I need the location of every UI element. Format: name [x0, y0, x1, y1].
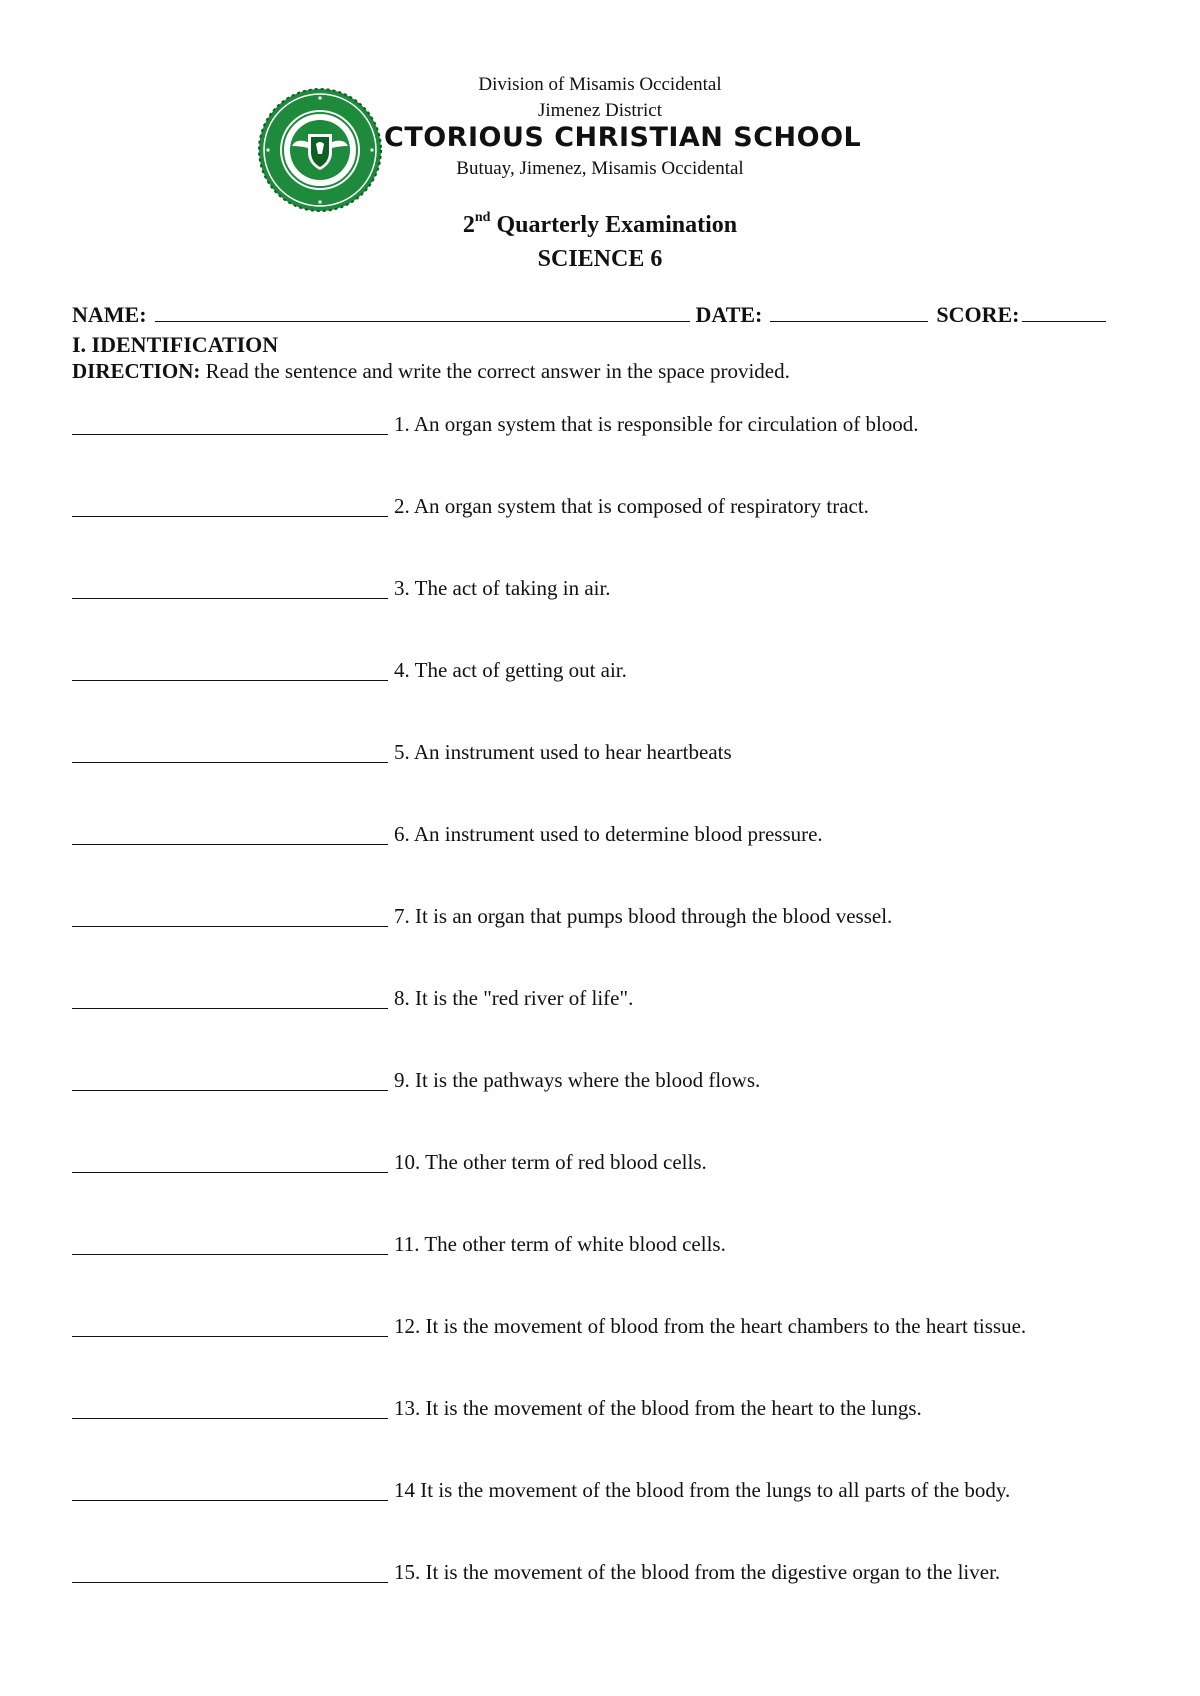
exam-ordinal: 2 — [462, 212, 475, 238]
question-item — [72, 1232, 1132, 1314]
question-text: 3. The act of taking in air. — [394, 576, 611, 600]
question-text: 8. It is the "red river of life". — [394, 986, 634, 1010]
answer-blank[interactable] — [72, 598, 388, 599]
exam-ordinal-suffix: nd — [474, 210, 491, 225]
question-item — [72, 658, 1132, 740]
answer-blank[interactable] — [72, 1008, 388, 1009]
question-item — [72, 740, 1132, 822]
question-item — [72, 1150, 1132, 1232]
direction-label: DIRECTION: — [72, 359, 201, 383]
name-label: NAME: — [72, 302, 147, 327]
question-item — [72, 822, 1132, 904]
exam-title — [0, 212, 1200, 239]
answer-blank[interactable] — [72, 434, 388, 435]
exam-subject: SCIENCE 6 — [537, 246, 663, 272]
question-text: 15. It is the movement of the blood from the digestive organ to the liver. — [394, 1560, 1001, 1584]
question-text: 1. An organ system that is responsible for circulation of blood. — [394, 412, 919, 436]
answer-blank[interactable] — [72, 1172, 388, 1173]
question-item — [72, 1314, 1132, 1396]
date-field[interactable] — [770, 303, 928, 322]
question-list — [72, 412, 1132, 1642]
school-name: CTORIOUS CHRISTIAN SCHOOL — [384, 122, 862, 153]
score-field[interactable] — [1022, 303, 1106, 322]
answer-blank[interactable] — [72, 1418, 388, 1419]
question-text: 5. An instrument used to hear heartbeats — [394, 740, 732, 764]
answer-blank[interactable] — [72, 1336, 388, 1337]
question-text: 9. It is the pathways where the blood flows. — [394, 1068, 761, 1092]
name-field[interactable] — [155, 303, 690, 322]
answer-blank[interactable] — [72, 844, 388, 845]
division-name: Division of Misamis Occidental — [478, 74, 722, 95]
answer-blank[interactable] — [72, 1254, 388, 1255]
student-info-row — [72, 302, 1132, 328]
question-text: 14 It is the movement of the blood from the lungs to all parts of the body. — [394, 1478, 1011, 1502]
question-text: 10. The other term of red blood cells. — [394, 1150, 707, 1174]
question-item — [72, 576, 1132, 658]
question-item — [72, 986, 1132, 1068]
score-label: SCORE: — [936, 302, 1020, 327]
answer-blank[interactable] — [72, 1582, 388, 1583]
question-item — [72, 1396, 1132, 1478]
section-title: I. IDENTIFICATION — [72, 332, 279, 357]
school-address: Butuay, Jimenez, Misamis Occidental — [456, 158, 744, 179]
question-text: 7. It is an organ that pumps blood through the blood vessel. — [394, 904, 893, 928]
answer-blank[interactable] — [72, 762, 388, 763]
question-text: 11. The other term of white blood cells. — [394, 1232, 726, 1256]
question-text: 2. An organ system that is composed of respiratory tract. — [394, 494, 869, 518]
question-item — [72, 412, 1132, 494]
question-item — [72, 1478, 1132, 1560]
question-text: 13. It is the movement of the blood from the heart to the lungs. — [394, 1396, 922, 1420]
answer-blank[interactable] — [72, 516, 388, 517]
direction-text — [72, 359, 790, 384]
direction-body: Read the sentence and write the correct answer in the space provided. — [200, 359, 790, 383]
date-label: DATE: — [695, 302, 763, 327]
answer-blank[interactable] — [72, 680, 388, 681]
district-name: Jimenez District — [538, 100, 662, 121]
answer-blank[interactable] — [72, 1090, 388, 1091]
question-text: 4. The act of getting out air. — [394, 658, 627, 682]
answer-blank[interactable] — [72, 1500, 388, 1501]
question-item — [72, 494, 1132, 576]
answer-blank[interactable] — [72, 926, 388, 927]
exam-title-text: Quarterly Examination — [496, 212, 738, 238]
question-item — [72, 1068, 1132, 1150]
question-item — [72, 904, 1132, 986]
question-item — [72, 1560, 1132, 1642]
question-text: 6. An instrument used to determine blood pressure. — [394, 822, 823, 846]
question-text: 12. It is the movement of blood from the heart chambers to the heart tissue. — [394, 1314, 1027, 1338]
